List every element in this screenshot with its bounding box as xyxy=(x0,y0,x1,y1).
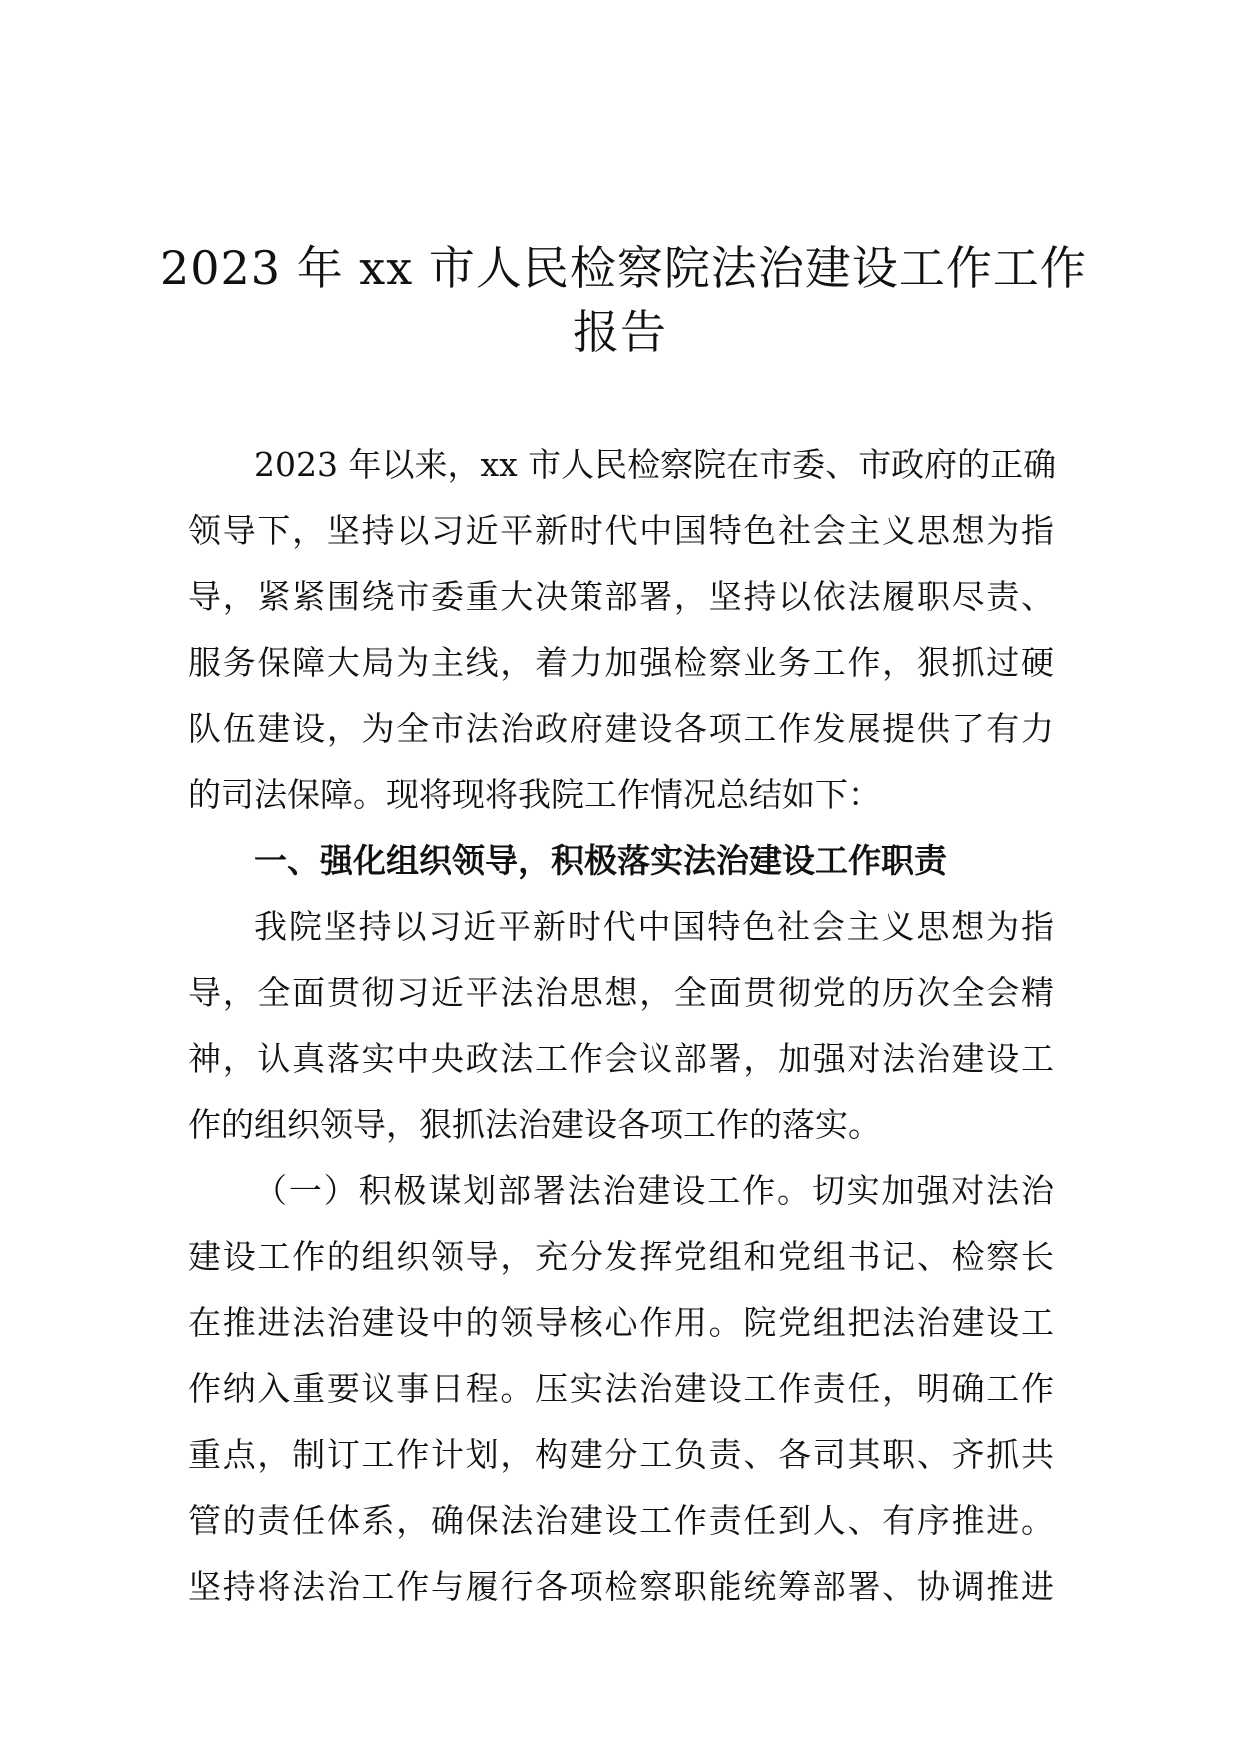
paragraph-line: 重点，制订工作计划，构建分工负责、各司其职、齐抓共 xyxy=(188,1435,1054,1474)
paragraph-line: 的司法保障。现将现将我院工作情况总结如下： xyxy=(188,775,881,814)
section-heading: 一、强化组织领导，积极落实法治建设工作职责 xyxy=(254,841,947,880)
paragraph-line: 作的组织领导，狠抓法治建设各项工作的落实。 xyxy=(188,1105,881,1144)
paragraph-line: 作纳入重要议事日程。压实法治建设工作责任，明确工作 xyxy=(188,1369,1054,1408)
paragraph-line: 建设工作的组织领导，充分发挥党组和党组书记、检察长 xyxy=(188,1237,1054,1276)
paragraph-line: 导，全面贯彻习近平法治思想，全面贯彻党的历次全会精 xyxy=(188,973,1054,1012)
paragraph-line: 坚持将法治工作与履行各项检察职能统筹部署、协调推进 xyxy=(188,1567,1054,1606)
paragraph-line: 在推进法治建设中的领导核心作用。院党组把法治建设工 xyxy=(188,1303,1054,1342)
paragraph-line: 2023 年以来，xx 市人民检察院在市委、市政府的正确 xyxy=(254,445,1057,484)
paragraph-line: 服务保障大局为主线，着力加强检察业务工作，狠抓过硬 xyxy=(188,643,1054,682)
paragraph-line: （一）积极谋划部署法治建设工作。切实加强对法治 xyxy=(254,1171,1054,1210)
paragraph-line: 队伍建设，为全市法治政府建设各项工作发展提供了有力 xyxy=(188,709,1054,748)
title-line-1: 2023 年 xx 市人民检察院法治建设工作工作 xyxy=(160,241,1087,295)
paragraph-line: 神，认真落实中央政法工作会议部署，加强对法治建设工 xyxy=(188,1039,1054,1078)
document-title xyxy=(160,236,1087,364)
paragraph-line: 领导下，坚持以习近平新时代中国特色社会主义思想为指 xyxy=(188,511,1054,550)
document-body xyxy=(188,432,1057,1620)
paragraph-line: 我院坚持以习近平新时代中国特色社会主义思想为指 xyxy=(254,907,1054,946)
title-line-2: 报告 xyxy=(573,305,667,359)
paragraph-line: 导，紧紧围绕市委重大决策部署，坚持以依法履职尽责、 xyxy=(188,577,1054,616)
paragraph-line: 管的责任体系，确保法治建设工作责任到人、有序推进。 xyxy=(188,1501,1054,1540)
